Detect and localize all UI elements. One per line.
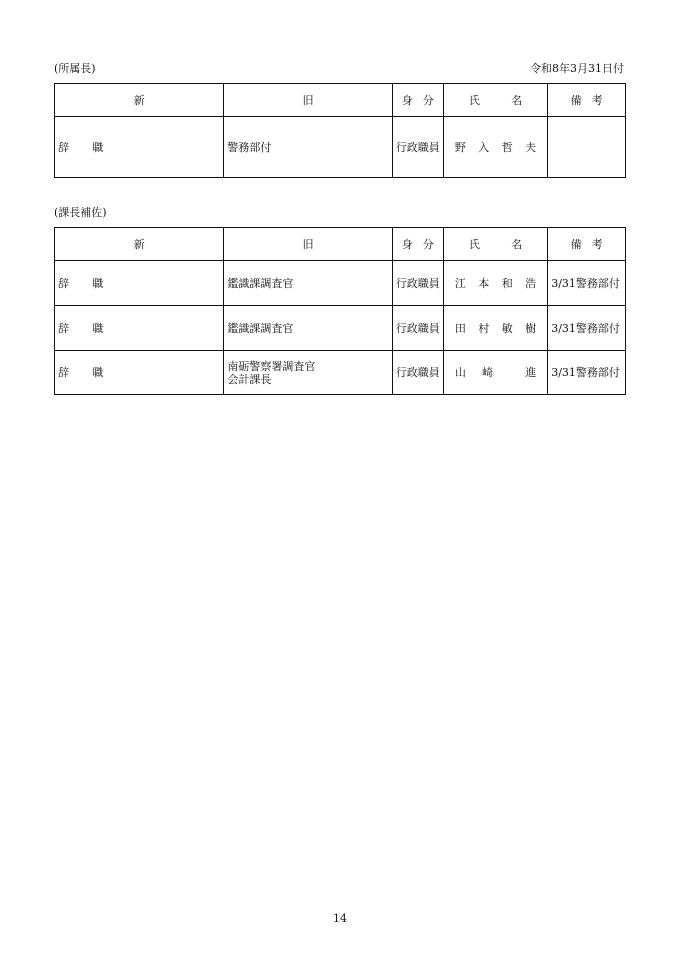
header-note: 備 考 (548, 228, 626, 261)
header-note: 備 考 (548, 84, 626, 117)
section-title-chief: (所属長) (54, 62, 96, 75)
table-row (55, 351, 626, 395)
date-label: 令和8年3月31日付 (530, 62, 624, 75)
cell-new: 辞 職 (55, 117, 224, 178)
cell-rank: 行政職員 (392, 306, 443, 351)
cell-new: 辞 職 (55, 261, 224, 306)
header-name: 氏 名 (443, 228, 547, 261)
cell-old: 鑑識課調査官 (224, 306, 392, 351)
table-header-row (55, 228, 626, 261)
deputy-table (54, 227, 626, 395)
cell-name: 山 崎 進 (443, 351, 547, 395)
cell-old: 鑑識課調査官 (224, 261, 392, 306)
cell-note: 3/31警務部付 (548, 261, 626, 306)
cell-name: 江 本 和 浩 (443, 261, 547, 306)
cell-old: 南砺警察署調査官 会計課長 (224, 351, 392, 395)
table-row (55, 306, 626, 351)
cell-rank: 行政職員 (392, 117, 443, 178)
header-old: 旧 (224, 228, 392, 261)
table-header-row (55, 84, 626, 117)
cell-rank: 行政職員 (392, 261, 443, 306)
header-rank: 身 分 (392, 84, 443, 117)
cell-new: 辞 職 (55, 351, 224, 395)
cell-new: 辞 職 (55, 306, 224, 351)
cell-name: 野 入 哲 夫 (443, 117, 547, 178)
chief-table (54, 83, 626, 178)
header-new: 新 (55, 84, 224, 117)
cell-old: 警務部付 (224, 117, 392, 178)
page-number: 14 (333, 912, 347, 925)
cell-name: 田 村 敏 樹 (443, 306, 547, 351)
header-name: 氏 名 (443, 84, 547, 117)
header-new: 新 (55, 228, 224, 261)
header-old: 旧 (224, 84, 392, 117)
cell-rank: 行政職員 (392, 351, 443, 395)
header-rank: 身 分 (392, 228, 443, 261)
cell-note (548, 117, 626, 178)
table-row (55, 261, 626, 306)
cell-note: 3/31警務部付 (548, 351, 626, 395)
table-row (55, 117, 626, 178)
section-title-deputy: (課長補佐) (54, 206, 107, 219)
cell-note: 3/31警務部付 (548, 306, 626, 351)
